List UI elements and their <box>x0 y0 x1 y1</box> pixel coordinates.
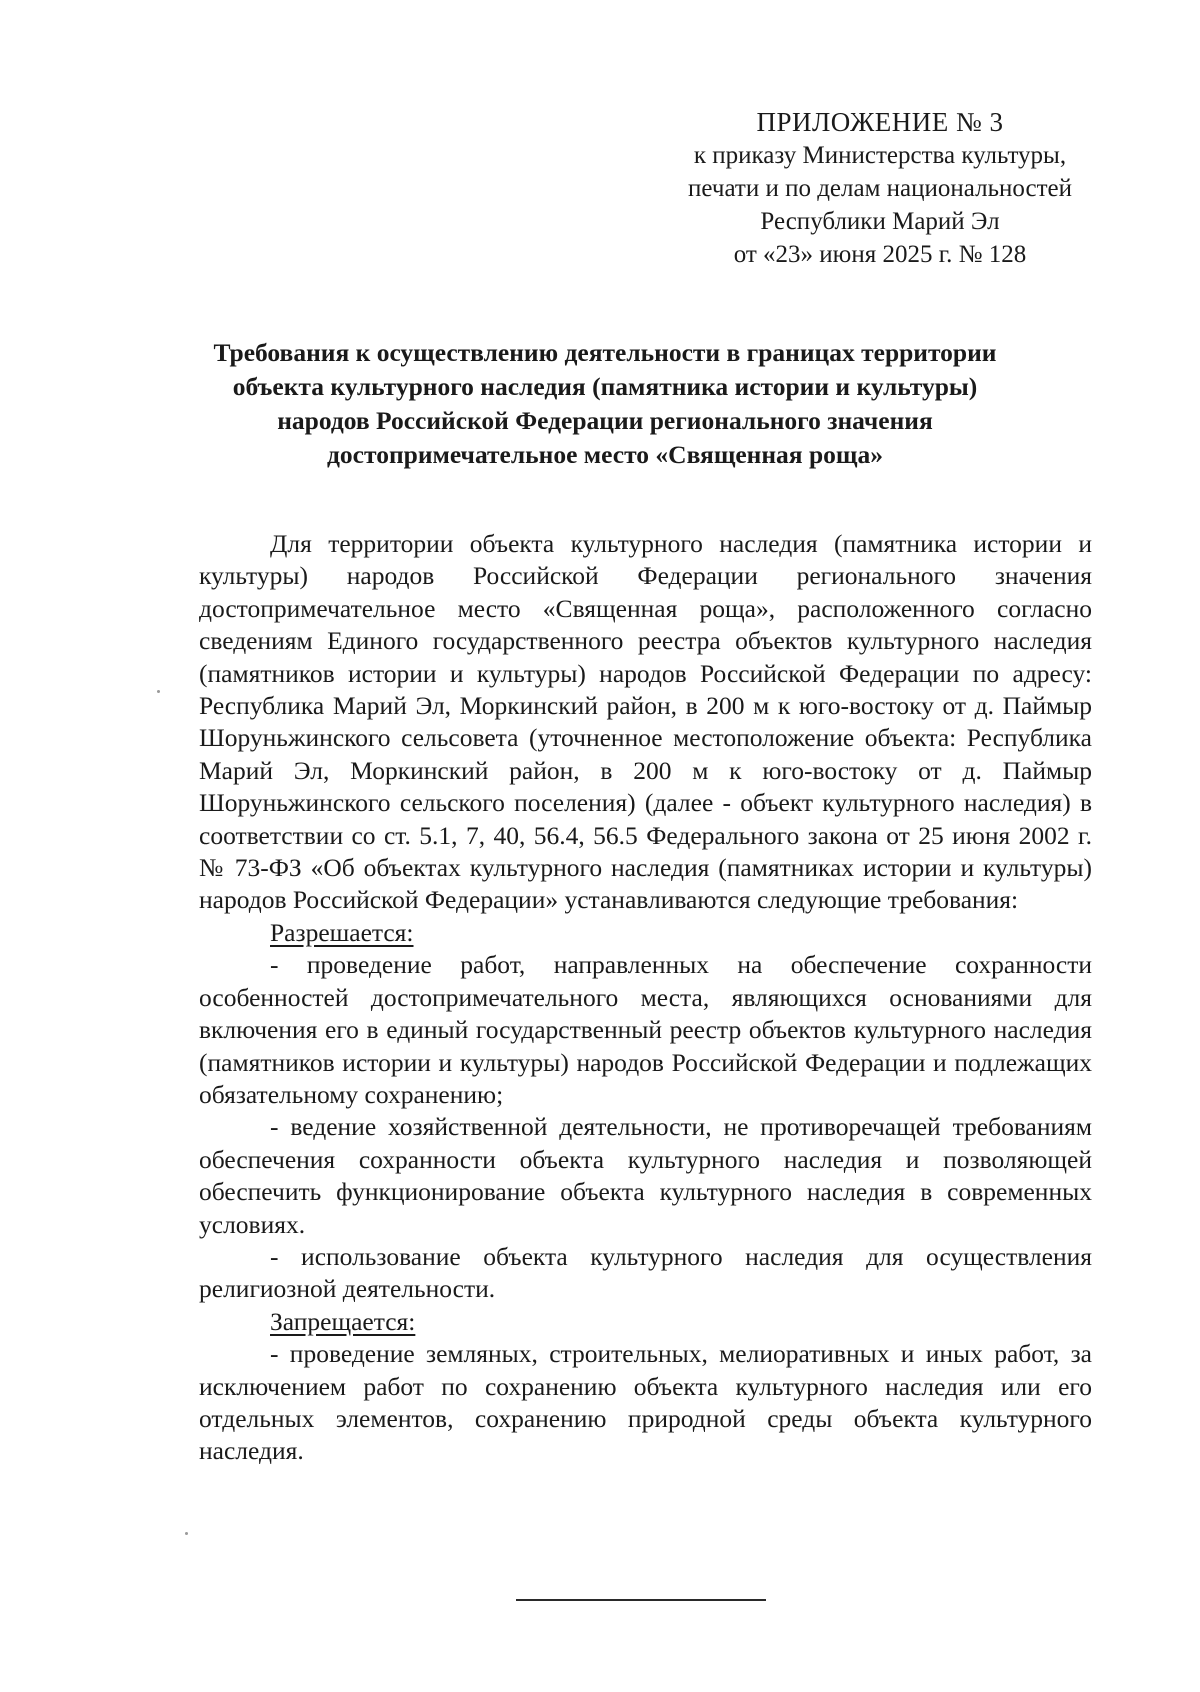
annex-header <box>640 106 1120 271</box>
prohibited-item: - проведение земляных, строительных, мелиоративных и иных работ, за исключением работ по сохранению объекта культурного наследия или его отдельных элементов, сохранению природной среды объекта культурного наследия. <box>199 1339 1092 1466</box>
allowed-item: - ведение хозяйственной деятельности, не противоречащей требованиям обеспечения сохранности объекта культурного наследия и позволяющей обеспечить функционирование объекта культурного наследия в современных условиях. <box>199 1112 1092 1239</box>
allowed-heading <box>199 917 1092 949</box>
title-line: достопримечательное место «Священная роща» <box>327 440 883 469</box>
allowed-item: - проведение работ, направленных на обеспечение сохранности особенностей достопримечательного места, являющихся основаниями для включения его в единый государственный реестр объектов культурного наследия (памятников истории и культуры) народов Российской Федерации и подлежащих обязательному сохранению; <box>199 950 1092 1109</box>
allowed-item: - использование объекта культурного наследия для осуществления религиозной деятельности. <box>199 1241 1092 1304</box>
scan-speck <box>157 690 160 693</box>
intro-paragraph: Для территории объекта культурного наследия (памятника истории и культуры) народов Российской Федерации регионального значения достопримечательное место «Священная роща», расположенного согласно сведениям Единого государственного реестра объектов культурного наследия (памятников истории и культуры) народов Российской Федерации по адресу: Республика Марий Эл, Моркинский район, в 200 м к юго-востоку от д. Паймыр Шоруньжинского сельсовета (уточненное местоположение объекта: Республика Марий Эл, Моркинский район, в 200 м к юго-востоку от д. Паймыр Шоруньжинского сельского поселения) (далее - объект культурного наследия) в соответствии со ст. 5.1, 7, 40, 56.4, 56.5 Федерального закона от 25 июня 2002 г. № 73-ФЗ «Об объектах культурного наследия (памятниках истории и культуры) народов Российской Федерации» устанавливаются следующие требования: <box>199 529 1092 915</box>
annex-ministry-line: печати и по делам национальностей <box>688 175 1072 202</box>
document-title <box>150 336 1060 472</box>
annex-order-line: к приказу Министерства культуры, <box>693 142 1067 169</box>
allowed-heading-label: Разрешается: <box>270 917 414 947</box>
prohibited-heading <box>199 1306 1092 1338</box>
annex-title: ПРИЛОЖЕНИЕ № 3 <box>756 107 1004 137</box>
annex-date-line: от «23» июня 2025 г. № 128 <box>733 241 1027 268</box>
document-body <box>199 528 1092 1468</box>
annex-republic-line: Республики Марий Эл <box>760 208 1000 235</box>
prohibited-heading-label: Запрещается: <box>270 1306 416 1336</box>
title-line: народов Российской Федерации регионального значения <box>277 406 933 435</box>
end-rule <box>516 1599 766 1601</box>
title-line: объекта культурного наследия (памятника истории и культуры) <box>232 372 978 401</box>
title-line: Требования к осуществлению деятельности в границах территории <box>213 338 997 367</box>
scan-speck <box>185 1532 188 1535</box>
